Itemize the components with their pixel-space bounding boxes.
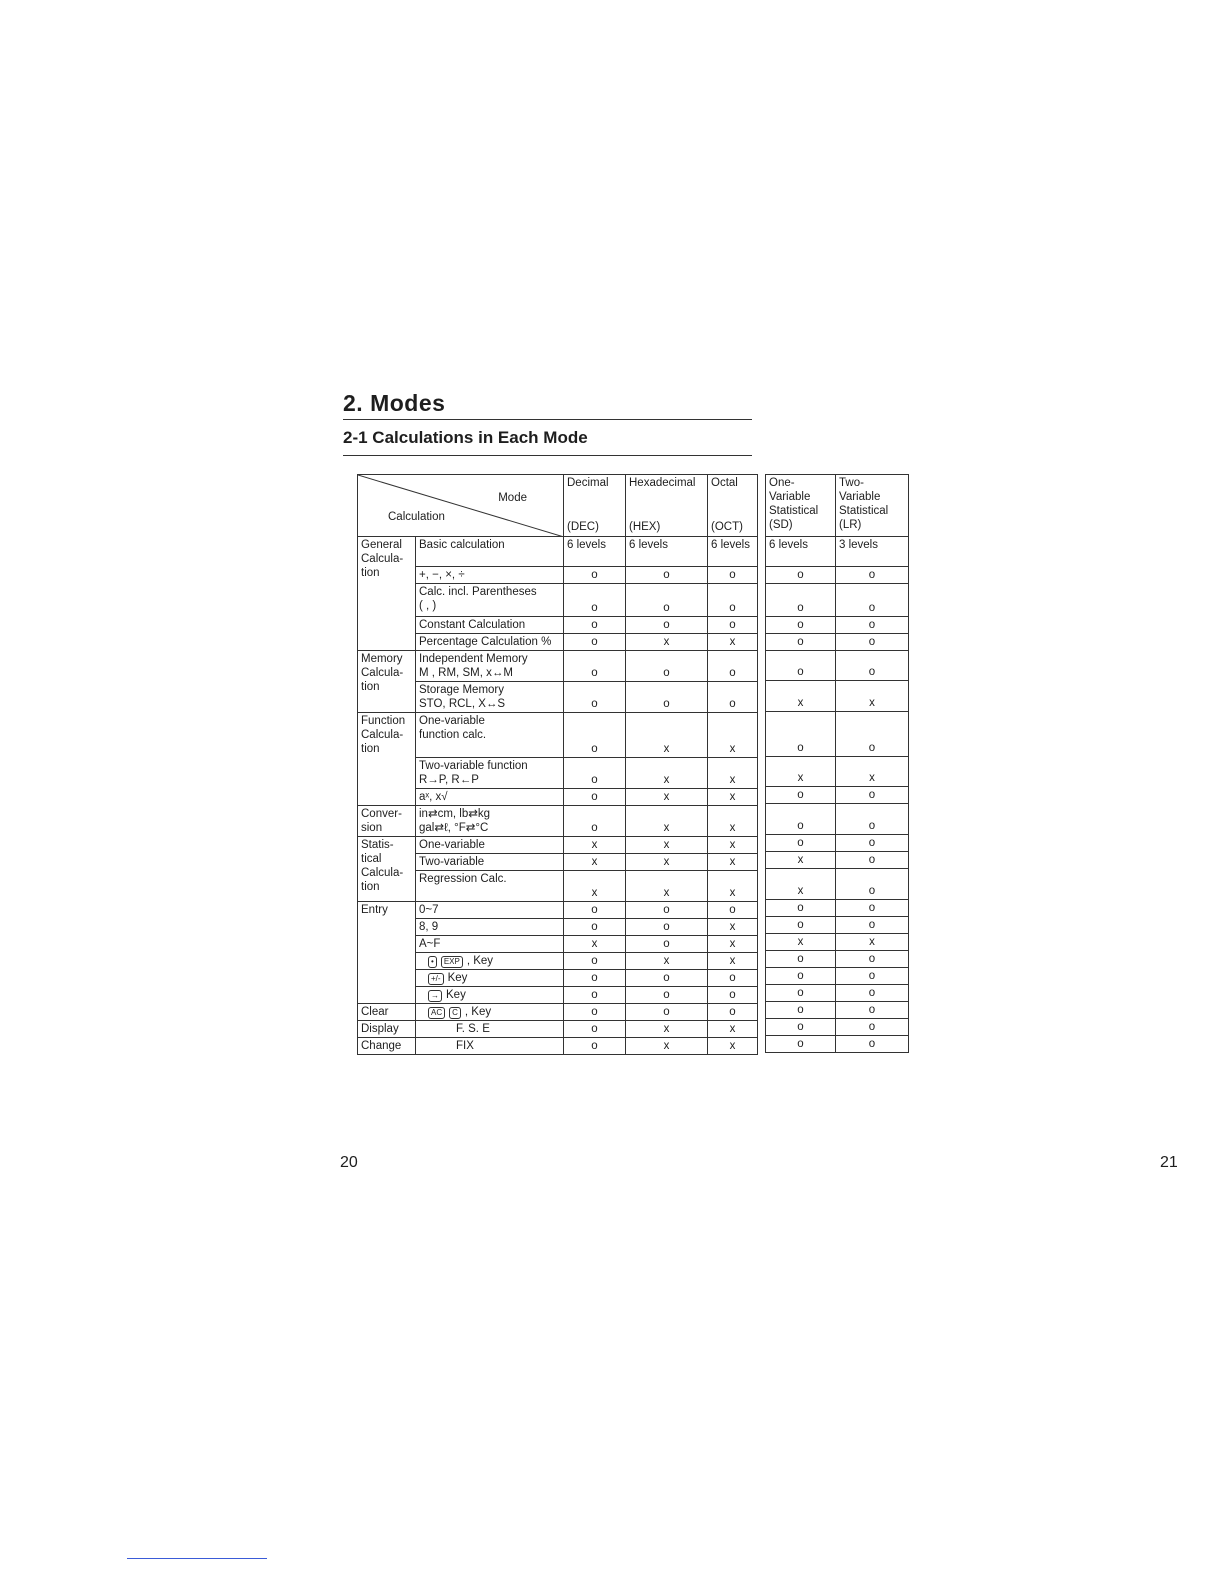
sd-cell: o [766,835,836,852]
table-row [358,987,758,1004]
calculation-cell [416,953,564,970]
table-row [358,584,758,617]
calculation-label: in⇄cm, lb⇄kg [419,808,491,820]
section-heading: 2. Modes [343,390,446,416]
table-row [766,584,909,617]
calculation-sublabel: R→P, R←P [419,774,479,786]
table-row [358,953,758,970]
subsection-heading: 2-1 Calculations in Each Mode [343,428,588,447]
table-row [766,1002,909,1019]
calculation-label: 0~7 [419,904,439,916]
calculation-cell [416,970,564,987]
table-row [358,837,758,854]
table-row [766,787,909,804]
stat-modes-table [765,474,909,1053]
calculation-sublabel: gal⇄ℓ, °F⇄°C [419,822,489,834]
table-row [358,567,758,584]
lr-cell: o [836,804,909,835]
oct-cell: x [708,713,758,758]
calculation-label: Key [446,989,466,1001]
dec-cell: o [564,987,626,1004]
calculation-label: Constant Calculation [419,619,526,631]
hex-cell: 6 levels [626,537,708,567]
table-row [766,712,909,757]
table-row [358,713,758,758]
lr-cell: 3 levels [836,537,909,567]
table-row [766,900,909,917]
sd-cell: x [766,852,836,869]
calculation-label: Percentage Calculation % [419,636,552,648]
dec-header-bottom: (DEC) [567,521,599,533]
lr-cell: o [836,1002,909,1019]
table-row [358,682,758,713]
table-row [358,936,758,953]
oct-cell: x [708,953,758,970]
calculation-cell [416,919,564,936]
dec-cell: o [564,953,626,970]
calculation-sublabel: function calc. [419,729,487,741]
group-label-function: Function Calcula- tion [358,713,416,806]
oct-cell: o [708,1004,758,1021]
table-row [358,1021,758,1038]
table-row [766,968,909,985]
dec-header [564,475,626,537]
oct-cell: o [708,902,758,919]
hex-cell: x [626,789,708,806]
subsection-rule [343,455,752,456]
calculator-key-icon: AC [428,1007,445,1019]
table-row [358,806,758,837]
oct-cell: x [708,758,758,789]
calculation-sublabel: ( , ) [419,600,437,612]
calculator-key-icon: • [428,956,437,968]
sd-cell: o [766,968,836,985]
table-row [358,651,758,682]
oct-cell: o [708,617,758,634]
oct-cell: x [708,1038,758,1055]
hex-cell: o [626,1004,708,1021]
lr-cell: o [836,869,909,900]
table-row [766,804,909,835]
group-label-general: General Calcula- tion [358,537,416,651]
dec-cell: x [564,871,626,902]
dec-cell: o [564,651,626,682]
hex-cell: x [626,953,708,970]
sd-cell: o [766,787,836,804]
calculation-cell [416,987,564,1004]
table-row [766,634,909,651]
stat-header-row [766,475,909,537]
header-row [358,475,758,537]
hex-cell: o [626,902,708,919]
lr-header: Two- Variable Statistical (LR) [836,475,909,537]
table-row [766,1019,909,1036]
hex-cell: x [626,1021,708,1038]
oct-cell: o [708,682,758,713]
calculation-cell [416,936,564,953]
calculation-label: FIX [456,1040,474,1052]
oct-header [708,475,758,537]
bottom-link-underline [127,1558,267,1559]
table-row [766,951,909,968]
hex-cell: o [626,919,708,936]
section-rule [343,419,752,420]
oct-header-bottom: (OCT) [711,521,743,533]
oct-cell: x [708,936,758,953]
sd-cell: x [766,681,836,712]
hex-cell: o [626,567,708,584]
hex-cell: o [626,584,708,617]
sd-cell: o [766,1036,836,1053]
oct-cell: x [708,806,758,837]
sd-cell: 6 levels [766,537,836,567]
sd-cell: o [766,584,836,617]
dec-cell: o [564,567,626,584]
calculation-cell [416,567,564,584]
calculation-cell [416,713,564,758]
hex-cell: x [626,806,708,837]
table-row [766,1036,909,1053]
group-label-statistical: Statis- tical Calcula- tion [358,837,416,902]
calculation-sublabel: M , RM, SM, x↔M [419,667,513,679]
sd-cell: o [766,617,836,634]
dec-cell: o [564,713,626,758]
hex-cell: x [626,1038,708,1055]
table-row [358,1038,758,1055]
dec-cell: o [564,617,626,634]
dec-cell: o [564,1004,626,1021]
table-row [766,567,909,584]
calculation-cell [416,837,564,854]
sd-cell: x [766,757,836,787]
dec-cell: o [564,970,626,987]
hex-header-bottom: (HEX) [629,521,661,533]
sd-cell: x [766,869,836,900]
table-row [766,917,909,934]
lr-cell: o [836,787,909,804]
oct-header-top: Octal [711,477,738,489]
lr-cell: o [836,584,909,617]
table-row [766,852,909,869]
page-number-left: 20 [340,1154,358,1171]
oct-cell: x [708,919,758,936]
oct-cell: x [708,854,758,871]
hex-cell: x [626,854,708,871]
hex-cell: o [626,936,708,953]
hex-header [626,475,708,537]
table-row [766,617,909,634]
lr-cell: o [836,985,909,1002]
calculation-cell [416,902,564,919]
calculation-label: Calculation [388,511,445,523]
lr-cell: o [836,852,909,869]
table-row [766,537,909,567]
calculation-cell [416,789,564,806]
sd-cell: o [766,985,836,1002]
table-row [358,634,758,651]
dec-cell: o [564,806,626,837]
page-number-right: 21 [1160,1154,1178,1171]
sd-cell: o [766,917,836,934]
calculation-cell [416,854,564,871]
dec-cell: o [564,919,626,936]
calculation-label: A~F [419,938,441,950]
sd-cell: x [766,934,836,951]
sd-cell: o [766,651,836,681]
hex-cell: o [626,682,708,713]
lr-cell: o [836,634,909,651]
calculation-cell [416,617,564,634]
table-row [358,871,758,902]
dec-cell: o [564,1038,626,1055]
calculation-cell [416,537,564,567]
calculation-label: Regression Calc. [419,873,507,885]
oct-cell: o [708,970,758,987]
calculation-label: F. S. E [456,1023,490,1035]
calculation-cell [416,651,564,682]
lr-cell: o [836,917,909,934]
hex-cell: o [626,987,708,1004]
dec-cell: x [564,936,626,953]
lr-cell: o [836,712,909,757]
group-label-memory: Memory Calcula- tion [358,651,416,713]
group-label-change: Change [358,1038,416,1055]
hex-cell: x [626,758,708,789]
calculation-label: One-variable [419,839,485,851]
calculation-label: Basic calculation [419,539,505,551]
sd-cell: o [766,804,836,835]
lr-cell: o [836,1019,909,1036]
sd-cell: o [766,712,836,757]
oct-cell: o [708,651,758,682]
sd-cell: o [766,1002,836,1019]
calculation-cell [416,584,564,617]
hex-cell: x [626,837,708,854]
sd-cell: o [766,951,836,968]
table-row [766,757,909,787]
group-label-entry: Entry [358,902,416,1004]
calculation-cell [416,1021,564,1038]
dec-cell: 6 levels [564,537,626,567]
group-label-clear: Clear [358,1004,416,1021]
lr-cell: o [836,900,909,917]
calculator-key-icon: EXP [441,956,463,968]
oct-cell: x [708,871,758,902]
hex-cell: x [626,713,708,758]
calculation-cell [416,682,564,713]
oct-cell: x [708,1021,758,1038]
dec-cell: o [564,789,626,806]
sd-cell: o [766,1019,836,1036]
calculation-cell [416,806,564,837]
table-row [358,1004,758,1021]
calculation-label: , Key [466,955,494,967]
table-row [766,985,909,1002]
mode-calculation-header [358,475,564,537]
sd-header: One- Variable Statistical (SD) [766,475,836,537]
table-row [766,934,909,951]
calculation-label: One-variable [419,715,485,727]
table-row [358,617,758,634]
calculation-label: aˣ, x√ [419,791,448,803]
lr-cell: x [836,757,909,787]
table-row [358,902,758,919]
diagonal-divider [358,475,564,537]
dec-cell: o [564,584,626,617]
mode-label: Mode [498,492,527,504]
dec-cell: o [564,758,626,789]
table-row [358,919,758,936]
hex-cell: x [626,871,708,902]
dec-cell: o [564,634,626,651]
table-row [766,869,909,900]
calculation-label: Two-variable [419,856,485,868]
calculation-cell [416,871,564,902]
group-label-conversion: Conver- sion [358,806,416,837]
group-label-display: Display [358,1021,416,1038]
lr-cell: o [836,567,909,584]
sd-cell: o [766,900,836,917]
sd-cell: o [766,634,836,651]
table-row [358,970,758,987]
dec-cell: x [564,837,626,854]
dec-cell: x [564,854,626,871]
hex-header-top: Hexadecimal [629,477,696,489]
sd-cell: o [766,567,836,584]
calculation-label: Key [447,972,468,984]
calculation-label: , Key [464,1006,492,1018]
calculation-cell [416,758,564,789]
lr-cell: o [836,651,909,681]
dec-header-top: Decimal [567,477,609,489]
calculation-label: 8, 9 [419,921,439,933]
table-row [766,681,909,712]
calculator-key-icon: C [449,1007,461,1019]
lr-cell: x [836,934,909,951]
modes-table [357,474,758,1055]
oct-cell: x [708,789,758,806]
dec-cell: o [564,902,626,919]
oct-cell: x [708,634,758,651]
hex-cell: x [626,634,708,651]
hex-cell: o [626,970,708,987]
table-row [358,537,758,567]
table-row [766,651,909,681]
lr-cell: o [836,835,909,852]
calculation-cell [416,1038,564,1055]
hex-cell: o [626,651,708,682]
calculation-cell [416,1004,564,1021]
table-row [358,758,758,789]
calculation-sublabel: STO, RCL, X↔S [419,698,506,710]
lr-cell: o [836,617,909,634]
oct-cell: 6 levels [708,537,758,567]
oct-cell: o [708,584,758,617]
dec-cell: o [564,1021,626,1038]
calculation-label: Two-variable function [419,760,528,772]
table-row [358,854,758,871]
calculation-cell [416,634,564,651]
table-row [358,789,758,806]
oct-cell: x [708,837,758,854]
calculation-label: Calc. incl. Parentheses [419,586,537,598]
lr-cell: o [836,968,909,985]
calculation-label: +, −, ×, ÷ [419,569,465,581]
hex-cell: o [626,617,708,634]
dec-cell: o [564,682,626,713]
lr-cell: x [836,681,909,712]
oct-cell: o [708,987,758,1004]
lr-cell: o [836,951,909,968]
lr-cell: o [836,1036,909,1053]
table-row [766,835,909,852]
calculator-key-icon: → [428,990,442,1002]
calculation-label: Independent Memory [419,653,528,665]
calculator-key-icon: +/- [428,973,444,985]
oct-cell: o [708,567,758,584]
calculation-label: Storage Memory [419,684,505,696]
